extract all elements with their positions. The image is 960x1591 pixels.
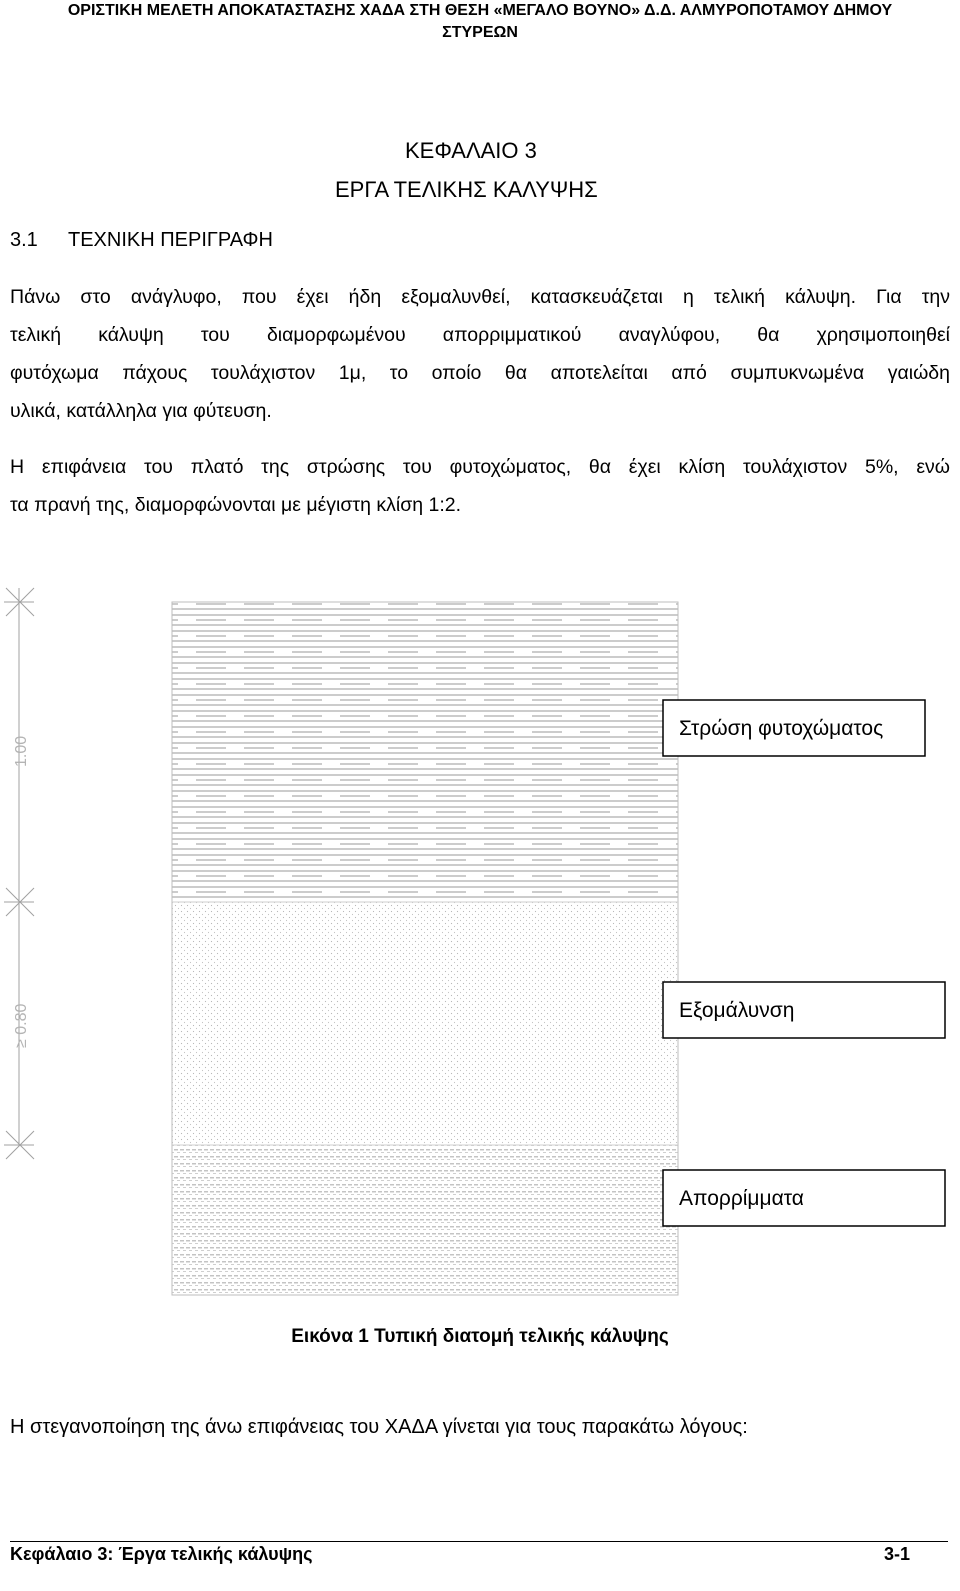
section-heading [10,229,273,252]
dimension-label-bottom: ≥ 0.80 [13,1003,30,1048]
footer-divider [10,1541,948,1542]
paragraph-1 [10,278,950,430]
paragraph-2 [10,448,950,524]
paragraph-line: τα πρανή της, διαμορφώνονται με μέγιστη κλίση 1:2. [10,494,462,516]
paragraph-line: φυτόχωμα πάχους τουλάχιστον 1μ, το οποίο θα αποτελείται από συμπυκνωμένα γαιώδη [10,362,950,384]
closing-text: Η στεγανοποίηση της άνω επιφάνειας του ΧΑΔΑ γίνεται για τους παρακάτω λόγους: [10,1416,748,1438]
topsoil-label: Στρώση φυτοχώματος [679,717,884,740]
dimension-line [4,588,34,1159]
footer-chapter-title: Κεφάλαιο 3: Έργα τελικής κάλυψης [10,1544,313,1564]
header-line-1: ΟΡΙΣΤΙΚΗ ΜΕΛΕΤΗ ΑΠΟΚΑΤΑΣΤΑΣΗΣ ΧΑΔΑ ΣΤΗ ΘΕΣΗ «ΜΕΓΑΛΟ ΒΟΥΝΟ» Δ.Δ. ΑΛΜΥΡΟΠΟΤΑΜΟΥ ΔΗΜΟΥ [67,2,893,19]
waste-layer [172,1145,678,1295]
page-number: 3-1 [883,1544,910,1564]
section-number: 3.1 [10,229,38,251]
paragraph-line: Η επιφάνεια του πλατό της στρώσης του φυτοχώματος, θα έχει κλίση τουλάχιστον 5%, ενώ [10,456,950,478]
paragraph-line: Πάνω στο ανάγλυφο, που έχει ήδη εξομαλυνθεί, κατασκευάζεται η τελική κάλυψη. Για την [10,286,950,308]
chapter-number: ΚΕΦΑΛΑΙΟ 3 [405,138,537,163]
waste-label: Απορρίμματα [679,1187,804,1210]
dimension-label-top: 1.00 [13,735,30,767]
paragraph-line: τελική κάλυψη του διαμορφωμένου απορριμματικού αναγλύφου, θα χρησιμοποιηθεί [10,324,950,346]
leveling-layer [172,902,678,1145]
header-line-2: ΣΤΥΡΕΩΝ [442,24,518,41]
topsoil-layer [172,602,678,902]
figure-caption: Εικόνα 1 Τυπική διατομή τελικής κάλυψης [291,1326,669,1347]
cross-section-diagram [0,580,960,1310]
document-header [0,0,960,44]
section-title: ΤΕΧΝΙΚΗ ΠΕΡΙΓΡΑΦΗ [68,229,273,251]
chapter-title: ΕΡΓΑ ΤΕΛΙΚΗΣ ΚΑΛΥΨΗΣ [335,177,598,202]
paragraph-line: υλικά, κατάλληλα για φύτευση. [10,400,272,422]
leveling-label: Εξομάλυνση [679,999,795,1022]
